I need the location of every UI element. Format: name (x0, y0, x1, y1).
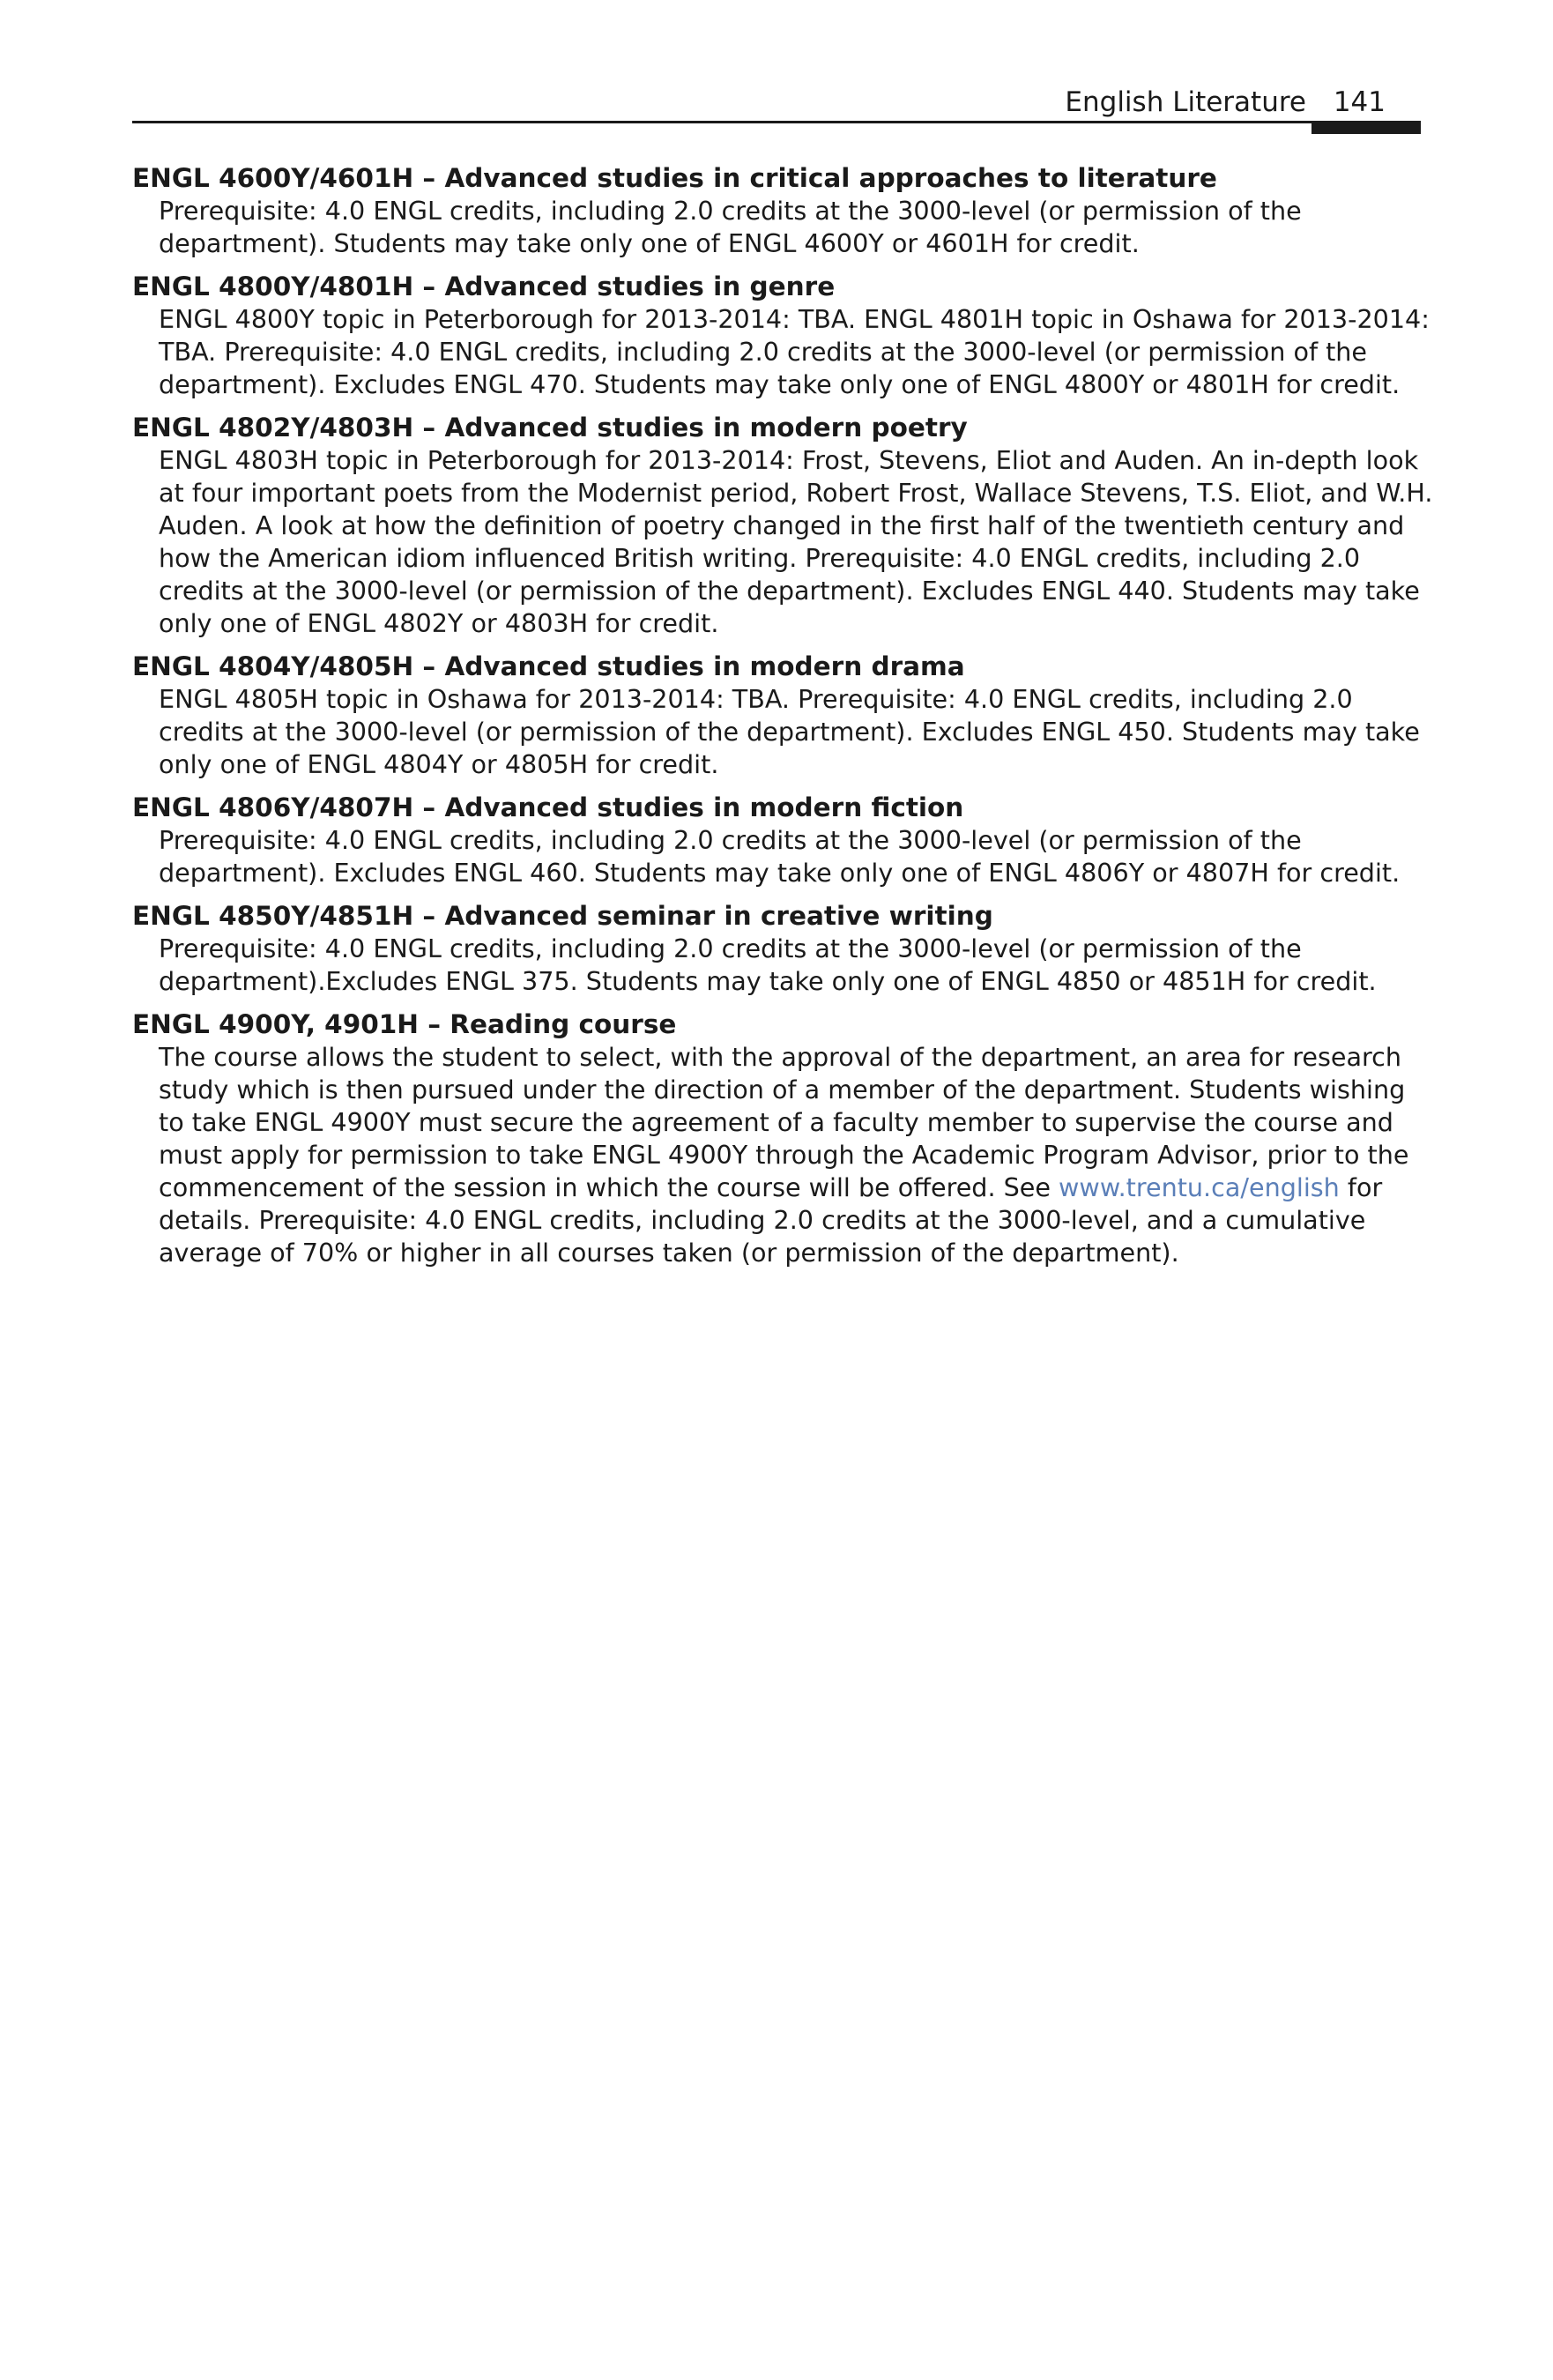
course-title: ENGL 4802Y/4803H – Advanced studies in modern poetry (132, 413, 968, 443)
section-title: English Literature (1065, 86, 1306, 118)
course-title: ENGL 4850Y/4851H – Advanced seminar in creative writing (132, 901, 993, 931)
course-list (132, 162, 1433, 1280)
description-text: for details. Prerequisite: 4.0 ENGL credits, including 2.0 credits at the 3000-level, and a cumulative average of 70% or higher in all courses taken (or permission of the department). (159, 1172, 1383, 1268)
header-tab-bar (1312, 123, 1421, 134)
course-title: ENGL 4800Y/4801H – Advanced studies in genre (132, 271, 836, 301)
course-entry (132, 271, 1430, 401)
course-entry (132, 792, 1419, 889)
page-number: 141 (1333, 86, 1386, 118)
course-description: Prerequisite: 4.0 ENGL credits, including 2.0 credits at the 3000-level (or permission of the department). Excludes ENGL 460. Students may take only one of ENGL 4806Y or 4807H for credit. (159, 825, 1401, 888)
course-title: ENGL 4600Y/4601H – Advanced studies in critical approaches to literature (132, 163, 1217, 193)
course-description (159, 1041, 1438, 1269)
course-entry (132, 900, 1419, 998)
course-description: ENGL 4805H topic in Oshawa for 2013-2014: TBA. Prerequisite: 4.0 ENGL credits, including 2.0 credits at the 3000-level (or permission of the department). Excludes ENGL 450. Students may take only one of ENGL 4804Y or 4805H for credit. (159, 684, 1420, 779)
description-text: The course allows the student to select, with the approval of the department, an area for research study which is then pursued under the direction of a member of the department. Students wishing to take ENGL 4900Y must secure the agreement of a faculty member to supervise the course and must apply for permission to take ENGL 4900Y through the Academic Program Advisor, prior to the commencement of the session in which the course will be offered. See (159, 1042, 1409, 1202)
department-website-link[interactable]: www.trentu.ca/english (1059, 1172, 1340, 1202)
course-description: Prerequisite: 4.0 ENGL credits, including 2.0 credits at the 3000-level (or permission of the department).Excludes ENGL 375. Students may take only one of ENGL 4850 or 4851H for credit. (159, 933, 1377, 996)
running-header (132, 78, 1421, 122)
course-description: ENGL 4803H topic in Peterborough for 2013-2014: Frost, Stevens, Eliot and Auden. An in-depth look at four important poets from the Modernist period, Robert Frost, Wallace Stevens, T.S. Eliot, and W.H. Auden. A look at how the definition of poetry changed in the first half of the twentieth century and how the American idiom influenced British writing. Prerequisite: 4.0 ENGL credits, including 2.0 credits at the 3000-level (or permission of the department). Excludes ENGL 440. Students may take only one of ENGL 4802Y or 4803H for credit. (159, 445, 1433, 638)
course-description: Prerequisite: 4.0 ENGL credits, including 2.0 credits at the 3000-level (or permission of the department). Students may take only one of ENGL 4600Y or 4601H for credit. (159, 196, 1302, 258)
course-description: ENGL 4800Y topic in Peterborough for 2013-2014: TBA. ENGL 4801H topic in Oshawa for 2013-2014: TBA. Prerequisite: 4.0 ENGL credits, including 2.0 credits at the 3000-level (or permission of the department). Excludes ENGL 470. Students may take only one of ENGL 4800Y or 4801H for credit. (159, 304, 1430, 399)
course-title: ENGL 4900Y, 4901H – Reading course (132, 1009, 677, 1039)
header-rule (132, 121, 1421, 123)
course-entry (132, 651, 1419, 781)
course-title: ENGL 4804Y/4805H – Advanced studies in modern drama (132, 651, 965, 681)
course-entry (132, 412, 1433, 640)
course-title: ENGL 4806Y/4807H – Advanced studies in modern fiction (132, 792, 964, 822)
course-entry (132, 162, 1419, 260)
course-entry (132, 1008, 1419, 1269)
